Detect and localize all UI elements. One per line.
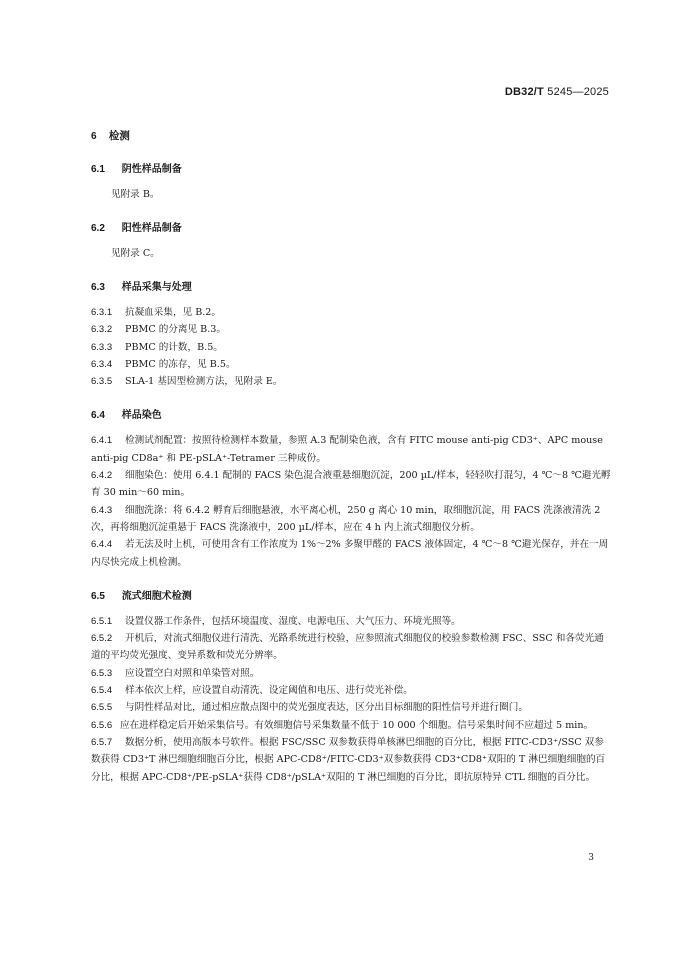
- clause-text: SLA-1 基因型检测方法，见附录 E。: [125, 376, 283, 388]
- clause-number: 6.5.7: [91, 736, 113, 748]
- clause-number: 6.4.4: [91, 539, 113, 551]
- section-number: 6.3: [91, 282, 105, 293]
- list-item: [91, 373, 611, 390]
- section-number: 6: [91, 131, 97, 142]
- section-title: 阴性样品制备: [121, 164, 182, 175]
- clause-text: 开机后，对流式细胞仪进行清洗、光路系统进行校验，应参照流式细胞仪的校验参数检测 FSC、SSC 和各荧光通道的平均荧光强度、变异系数和荧光分辨率。: [91, 633, 604, 662]
- list-item: [91, 717, 611, 734]
- clause-text: PBMC 的计数，B.5。: [125, 341, 223, 353]
- clause-text: 细胞染色：使用 6.4.1 配制的 FACS 染色混合液重悬细胞沉淀，200 µL/样本，轻轻吹打混匀，4 ℃～8 ℃避光孵育 30 min～60 min。: [91, 470, 611, 499]
- clause-number: 6.5.3: [91, 667, 113, 679]
- clause-number: 6.5.5: [91, 702, 113, 714]
- section-number: 6.2: [91, 223, 105, 234]
- section-heading-6-5: [91, 587, 611, 602]
- page-number: 3: [588, 853, 594, 863]
- clause-text: 抗凝血采集，见 B.2。: [125, 307, 222, 318]
- clause-text: 若无法及时上机，可使用含有工作浓度为 1%～2% 多聚甲醛的 FACS 液体固定，4 ℃～8 ℃避光保存，并在一周内尽快完成上机检测。: [91, 539, 609, 568]
- doc-code: DB32/T: [504, 86, 544, 98]
- clause-number: 6.4.1: [91, 435, 113, 447]
- section-heading-6-4: [91, 406, 611, 421]
- clause-number: 6.5.1: [91, 615, 113, 627]
- clause-number: 6.3.3: [91, 341, 113, 353]
- clause-number: 6.3.4: [91, 358, 113, 370]
- list-item: [91, 339, 611, 356]
- clause-text: PBMC 的分离见 B.3。: [125, 324, 226, 336]
- list-item: [91, 432, 611, 467]
- section-heading-6: [91, 128, 611, 143]
- section-heading-6-1: [91, 160, 611, 175]
- clause-text: 应在进样稳定后开始采集信号。有效细胞信号采集数量不低于 10 000 个细胞。信号采集时间不应超过 5 min。: [120, 719, 594, 731]
- clause-number: 6.5.6: [91, 719, 113, 731]
- list-item: [91, 699, 611, 716]
- list-item: [91, 665, 611, 682]
- clause-text: 样本依次上样，应设置自动清洗、设定阈值和电压、进行荧光补偿。: [125, 685, 413, 697]
- clause-number: 6.3.1: [91, 307, 113, 318]
- clause-text: 细胞洗涤：将 6.4.2 孵育后细胞悬液，水平离心机，250 g 离心 10 min，取细胞沉淀，用 FACS 洗涤液清洗 2 次，再将细胞沉淀重悬于 FACS 洗涤液中，200 µL/样本，应在 4 h 内上流式细胞仪分析。: [91, 504, 601, 533]
- section-number: 6.1: [91, 164, 105, 175]
- document-number: [505, 86, 609, 98]
- section-title: 样品采集与处理: [121, 282, 192, 293]
- clause-text: 应设置空白对照和单染管对照。: [125, 667, 260, 679]
- section-number: 6.5: [91, 590, 105, 602]
- list-item: [91, 467, 611, 502]
- clause-number: 6.5.4: [91, 685, 113, 697]
- list-item: [91, 682, 611, 699]
- clause-number: 6.3.2: [91, 324, 113, 336]
- section-number: 6.4: [91, 410, 105, 422]
- clause-text: 检测试剂配置：按照待检测样本数量，参照 A.3 配制染色液，含有 FITC mouse anti-pig CD3⁺、APC mouse anti-pig CD8a⁺ 和 PE-pSLA⁺-Tetramer 三种成份。: [91, 435, 603, 464]
- clause-text: 与阴性样品对比，通过相应散点图中的荧光强度表达，区分出目标细胞的阳性信号并进行圈门。: [125, 702, 528, 714]
- clause-text: 数据分析，使用高版本号软件。根据 FSC/SSC 双参数获得单核淋巴细胞的百分比，根据 FITC-CD3⁺/SSC 双参数获得 CD3⁺T 淋巴细胞细胞百分比，根据 APC-CD8⁺/FITC-CD3⁺双参数获得 CD3⁺CD8⁺双阳的 T 淋巴细胞细胞的百分比，根据 APC-CD8⁺/PE-pSLA⁺获得 CD8⁺/pSLA⁺双阳的 T 淋巴细胞的百分比，即抗原特异 CTL 细胞的百分比。: [91, 736, 606, 783]
- document-body: [91, 128, 611, 786]
- list-item: [91, 356, 611, 373]
- list-item: [91, 734, 611, 786]
- section-heading-6-2: [91, 219, 611, 234]
- list-item: [91, 630, 611, 665]
- section-title: 阳性样品制备: [121, 223, 182, 234]
- clause-number: 6.4.2: [91, 470, 113, 482]
- list-item: [91, 304, 611, 321]
- list-item: [91, 502, 611, 537]
- clause-number: 6.5.2: [91, 633, 113, 645]
- section-heading-6-3: [91, 278, 611, 293]
- clause-text: 设置仪器工作条件，包括环境温度、湿度、电源电压、大气压力、环境光照等。: [125, 615, 461, 627]
- section-title: 检测: [108, 130, 130, 142]
- list-item: [91, 536, 611, 571]
- list-item: [91, 613, 611, 630]
- section-title: 流式细胞术检测: [121, 590, 192, 602]
- clause-number: 6.3.5: [91, 376, 113, 388]
- list-item: [91, 321, 611, 338]
- section-title: 样品染色: [121, 410, 162, 422]
- clause-text: PBMC 的冻存，见 B.5。: [125, 358, 236, 370]
- section-text-6-2: 见附录 C。: [111, 248, 160, 259]
- clause-number: 6.4.3: [91, 504, 113, 516]
- section-text-6-1: 见附录 B。: [111, 189, 160, 200]
- doc-number: 5245—2025: [547, 86, 609, 98]
